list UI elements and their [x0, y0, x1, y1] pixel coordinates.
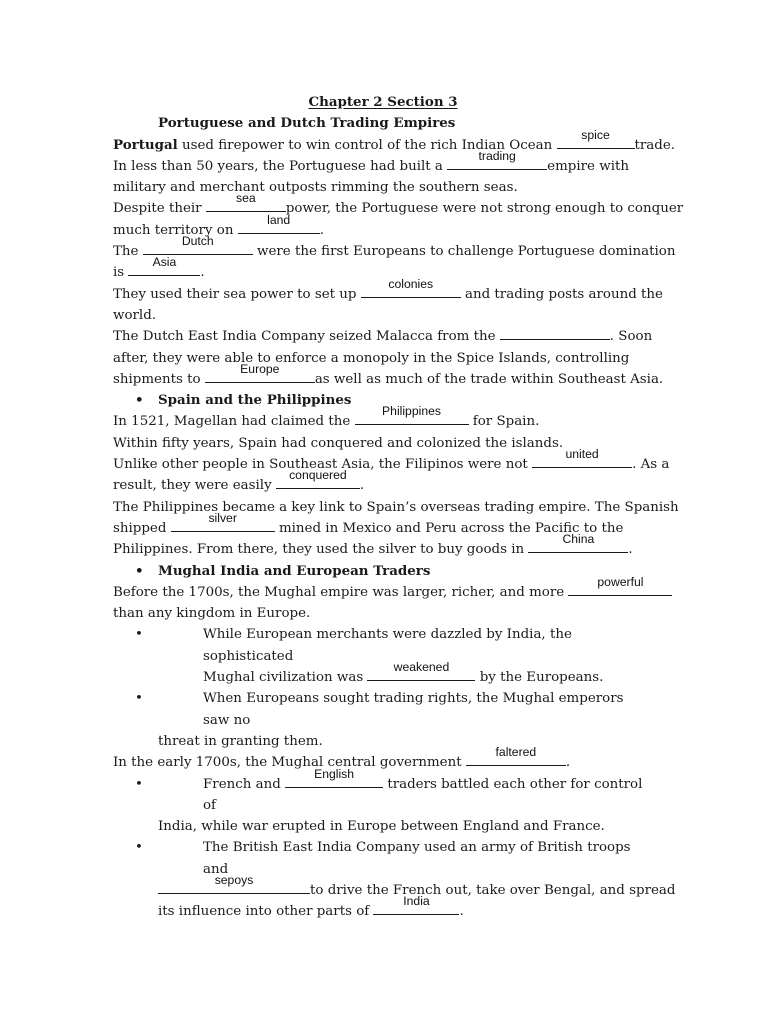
bullet-line: • While European merchants were dazzled by India, the sophisticated — [113, 624, 653, 667]
text-line: They used their sea power to set up colonies and trading posts around the — [113, 276, 663, 302]
answer-blank: sepoys — [158, 881, 310, 894]
text-line: Within fifty years, Spain had conquered and colonized the islands. — [113, 435, 564, 451]
section-heading-mughal-india: • Mughal India and European Traders — [113, 561, 653, 582]
answer-blank: Asia — [128, 263, 200, 276]
text-line: Despite their sea power, the Portuguese were not strong enough to conquer — [113, 191, 684, 217]
answer-blank: silver — [171, 519, 275, 532]
text-line: after, they were able to enforce a monopoly in the Spice Islands, controlling — [113, 350, 630, 366]
text-line: much territory on land . — [113, 212, 324, 238]
text-line: its influence into other parts of India . — [158, 894, 464, 920]
text-line: shipments to Europe as well as much of the trade within Southeast Asia. — [113, 361, 664, 387]
answer-blank: colonies — [361, 285, 461, 298]
text-line: is Asia . — [113, 255, 205, 281]
text-line: threat in granting them. — [158, 733, 323, 749]
text-line: India, while war erupted in Europe between England and France. — [158, 819, 605, 835]
text-line: Mughal civilization was weakened by the Europeans. — [203, 660, 604, 686]
answer-blank: faltered — [466, 753, 566, 766]
text-line: world. — [113, 307, 157, 323]
answer-blank: powerful — [568, 583, 672, 596]
answer-blank: India — [373, 902, 459, 915]
answer-blank: conquered — [276, 476, 360, 489]
text-line: Before the 1700s, the Mughal empire was larger, richer, and more powerful — [113, 582, 653, 603]
text-line: than any kingdom in Europe. — [113, 606, 311, 622]
answer-blank: English — [285, 775, 383, 788]
answer-blank: Philippines — [355, 412, 469, 425]
section-heading-portuguese-dutch: Portuguese and Dutch Trading Empires — [158, 115, 456, 132]
answer-blank: sea — [206, 199, 286, 212]
answer-blank: weakened — [367, 668, 475, 681]
text-line: The Dutch East India Company seized Malacca from the . Soon — [113, 329, 653, 345]
text-line: The Dutch were the first Europeans to challenge Portuguese domination — [113, 234, 676, 260]
bullet-line: • The British East India Company used an army of British troops and — [113, 837, 653, 880]
bullet-line: • French and English traders battled each other for control of — [113, 774, 653, 817]
answer-blank: united — [532, 455, 632, 468]
answer-blank: Dutch — [143, 242, 253, 255]
text-line: result, they were easily conquered . — [113, 468, 365, 494]
page-title: Chapter 2 Section 3 — [308, 94, 458, 110]
text-line: In less than 50 years, the Portuguese had built a trading empire with — [113, 148, 629, 174]
answer-blank: trading — [447, 157, 547, 170]
text-line: military and merchant outposts rimming the southern seas. — [113, 180, 518, 196]
text-line: sepoys to drive the French out, take over Bengal, and spread — [113, 880, 653, 901]
answer-blank: spice — [557, 136, 635, 149]
text-line: The Philippines became a key link to Spain’s overseas trading empire. The Spanish — [113, 499, 679, 515]
text-line: Portugal used firepower to win control of the rich Indian Ocean spice trade. — [113, 127, 676, 153]
text-line: shipped silver mined in Mexico and Peru across the Pacific to the — [113, 510, 624, 536]
bullet-line: • When Europeans sought trading rights, the Mughal emperors saw no — [113, 688, 653, 731]
text-line: In 1521, Magellan had claimed the Philippines for Spain. — [113, 404, 540, 430]
answer-blank: China — [528, 540, 628, 553]
text-line: In the early 1700s, the Mughal central government faltered . — [113, 745, 571, 771]
answer-blank — [500, 327, 610, 340]
worksheet — [113, 92, 684, 923]
section-heading-spain-philippines: • Spain and the Philippines — [113, 390, 653, 411]
answer-blank: Europe — [205, 370, 315, 383]
answer-blank: land — [238, 221, 320, 234]
text-line: Unlike other people in Southeast Asia, the Filipinos were not united . As a — [113, 447, 670, 473]
text-line: Philippines. From there, they used the silver to buy goods in China . — [113, 532, 633, 558]
